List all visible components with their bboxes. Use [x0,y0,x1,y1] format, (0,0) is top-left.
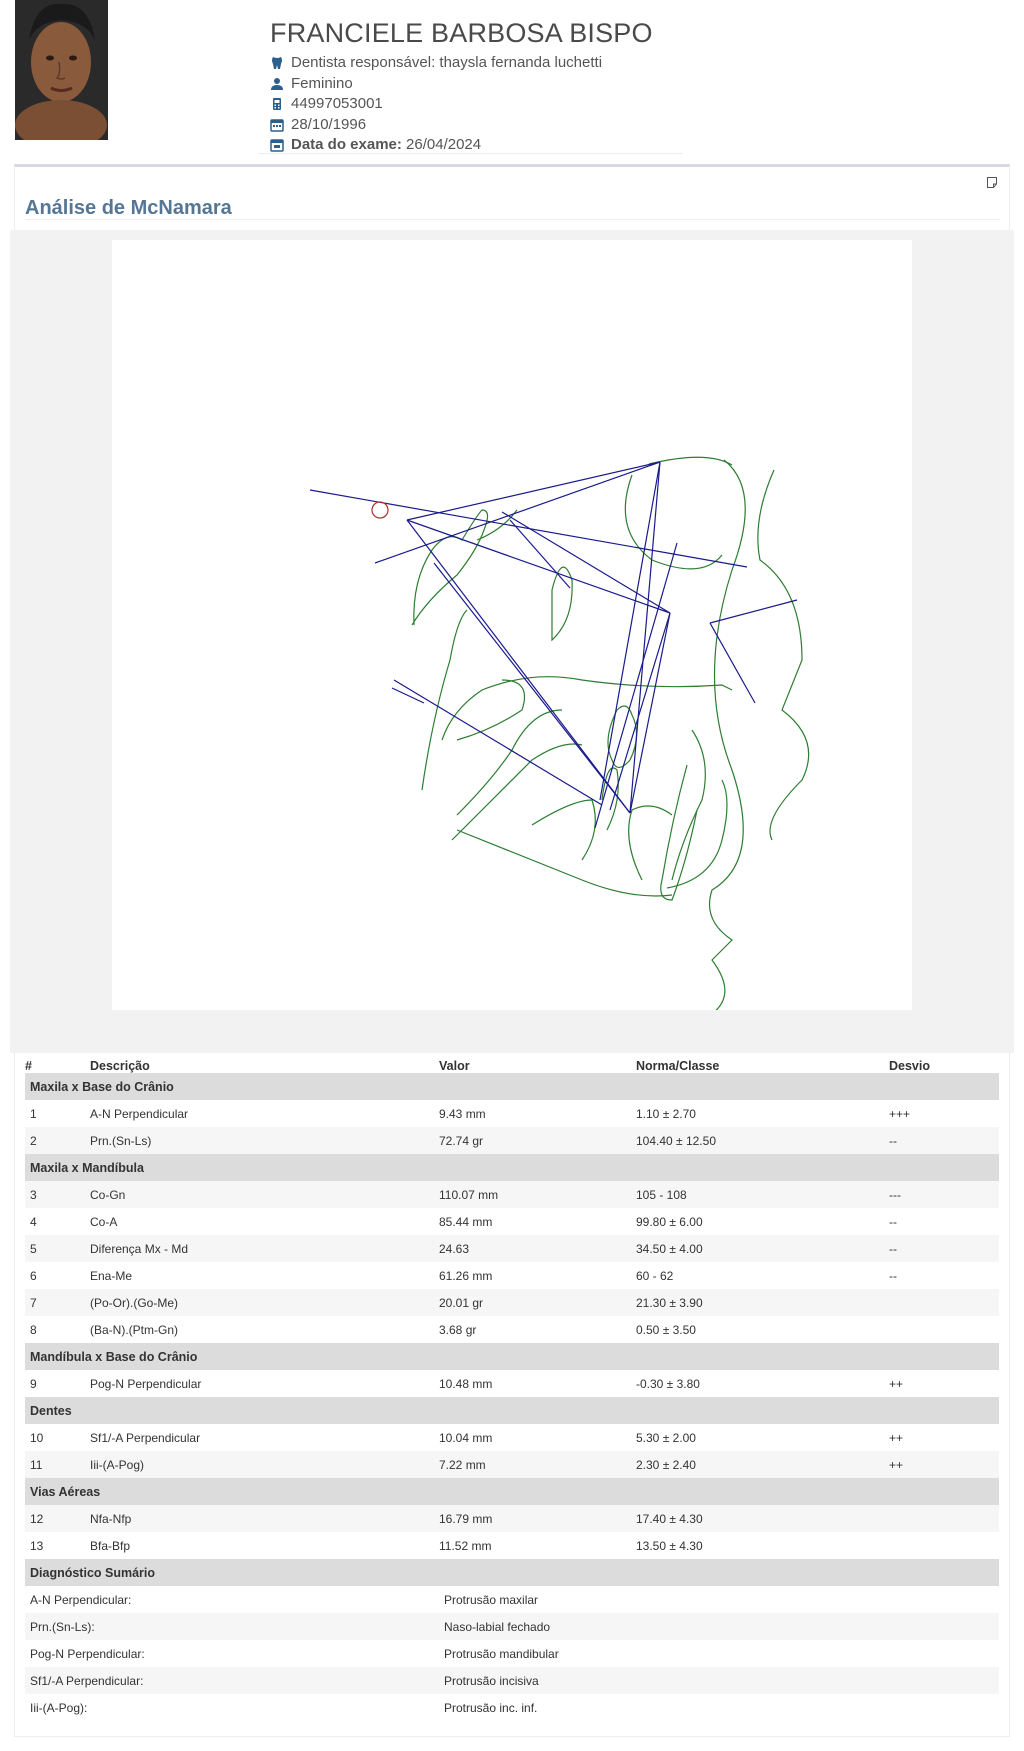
row-description: A-N Perpendicular [90,1106,189,1121]
row-norm: 21.30 ± 3.90 [636,1289,889,1316]
table-row [25,1262,999,1289]
row-number: 7 [25,1289,90,1316]
anatomy-tracing [412,457,809,1010]
diagnosis-value: Protrusão incisiva [439,1667,999,1694]
row-number: 4 [30,1214,37,1229]
row-number: 5 [25,1235,90,1262]
row-norm: 34.50 ± 4.00 [636,1235,889,1262]
row-value: 11.52 mm [439,1538,492,1553]
row-value: 9.43 mm [439,1106,486,1121]
row-norm: 17.40 ± 4.30 [636,1505,889,1532]
diagnosis-label: A-N Perpendicular: [30,1592,132,1607]
row-number: 2 [25,1127,90,1154]
patient-photo [15,0,108,140]
table-row [25,1424,999,1451]
diagnosis-label: Iii-(A-Pog): [30,1700,88,1715]
group-title: Dentes [25,1397,999,1424]
row-deviation [889,1532,999,1559]
table-row [25,1505,999,1532]
row-norm: 60 - 62 [636,1268,674,1283]
group-title: Maxila x Mandíbula [25,1154,999,1181]
row-number: 3 [25,1181,90,1208]
row-norm: 99.80 ± 6.00 [636,1214,703,1229]
col-number-header: # [25,1059,32,1073]
header-divider [258,153,683,154]
row-deviation: -- [889,1268,897,1283]
results-table [25,1055,999,1721]
row-value: 61.26 mm [439,1268,493,1283]
phone-line [270,94,653,115]
row-description: Co-Gn [90,1181,439,1208]
cephalometric-tracing [112,240,912,1010]
patient-header [270,18,653,156]
row-number: 12 [25,1505,90,1532]
row-value: 16.79 mm [439,1505,636,1532]
group-row [25,1397,999,1424]
row-norm: 104.40 ± 12.50 [636,1127,889,1154]
diagnosis-label: Pog-N Perpendicular: [30,1646,145,1661]
col-deviation-header: Desvio [889,1059,930,1073]
group-title: Maxila x Base do Crânio [25,1073,999,1100]
phone-icon [270,97,284,111]
row-value: 24.63 [439,1235,636,1262]
row-value: 10.04 mm [439,1430,493,1445]
patient-name: FRANCIELE BARBOSA BISPO [270,18,653,48]
table-row [25,1289,999,1316]
row-deviation: ++ [889,1430,904,1445]
user-icon [270,77,284,91]
row-number: 10 [30,1430,44,1445]
row-deviation [889,1316,999,1343]
row-norm: 5.30 ± 2.00 [636,1430,696,1445]
dentist-line [270,53,653,74]
row-description: Diferença Mx - Md [90,1235,439,1262]
row-deviation [889,1289,999,1316]
diagnosis-row [25,1640,999,1667]
diagnosis-row [25,1613,999,1640]
diagnosis-label: Prn.(Sn-Ls): [25,1613,439,1640]
row-deviation: -- [889,1214,897,1229]
col-description-header: Descrição [90,1059,150,1073]
row-description: Pog-N Perpendicular [90,1376,202,1391]
calendar-check-icon [270,138,284,152]
title-divider [25,219,1000,220]
row-norm: 0.50 ± 3.50 [636,1322,696,1337]
row-description: Co-A [90,1214,118,1229]
row-norm: -0.30 ± 3.80 [636,1376,700,1391]
table-row [25,1208,999,1235]
diagnosis-label: Sf1/-A Perpendicular: [25,1667,439,1694]
row-norm: 13.50 ± 4.30 [636,1538,703,1553]
diagnosis-value: Protrusão mandibular [444,1646,559,1661]
row-value: 7.22 mm [439,1451,636,1478]
row-value: 85.44 mm [439,1214,493,1229]
dentist-name: thaysla fernanda luchetti [439,54,603,71]
col-value-header: Valor [439,1059,470,1073]
row-number: 11 [25,1451,90,1478]
group-row [25,1343,999,1370]
birth-line [270,115,653,136]
analysis-title: Análise de McNamara [25,197,232,219]
group-row [25,1154,999,1181]
diagnosis-title: Diagnóstico Sumário [25,1559,999,1586]
row-number: 8 [30,1322,37,1337]
row-description: (Po-Or).(Go-Me) [90,1289,439,1316]
row-deviation: -- [889,1127,999,1154]
row-description: (Ba-N).(Ptm-Gn) [90,1322,178,1337]
gender-line [270,74,653,95]
table-row [25,1451,999,1478]
row-norm: 1.10 ± 2.70 [636,1106,696,1121]
diagnosis-value: Protrusão inc. inf. [444,1700,538,1715]
row-description: Sf1/-A Perpendicular [90,1430,201,1445]
gender-value: Feminino [291,74,353,92]
exam-date: 26/04/2024 [406,136,482,153]
table-row [25,1532,999,1559]
row-description: Bfa-Bfp [90,1538,131,1553]
row-deviation: ++ [889,1451,999,1478]
group-row [25,1478,999,1505]
table-header-row [25,1055,999,1073]
diagnosis-value: Protrusão maxilar [444,1592,539,1607]
row-deviation: -- [889,1235,999,1262]
row-description: Ena-Me [90,1268,133,1283]
table-row [25,1181,999,1208]
group-title: Mandíbula x Base do Crânio [25,1343,999,1370]
row-number: 9 [30,1376,37,1391]
row-value: 3.68 gr [439,1322,477,1337]
row-description: Prn.(Sn-Ls) [90,1127,439,1154]
phone-value: 44997053001 [291,95,383,112]
col-norm-header: Norma/Classe [636,1059,720,1073]
diagnosis-row [25,1694,999,1721]
dentist-label: Dentista responsável: [291,54,436,71]
table-row [25,1316,999,1343]
group-row [25,1559,999,1586]
row-description: Iii-(A-Pog) [90,1451,439,1478]
row-value: 10.48 mm [439,1376,493,1391]
row-deviation: +++ [889,1106,911,1121]
row-description: Nfa-Nfp [90,1505,439,1532]
table-row [25,1370,999,1397]
table-row [25,1235,999,1262]
tooth-icon [270,56,284,70]
diagnosis-value: Naso-labial fechado [439,1613,999,1640]
diagnosis-row [25,1667,999,1694]
calendar-icon [270,118,284,132]
row-number: 1 [30,1106,37,1121]
note-icon[interactable] [987,175,997,186]
birth-date: 28/10/1996 [291,115,367,133]
row-value: 110.07 mm [439,1181,636,1208]
row-value: 72.74 gr [439,1127,636,1154]
row-norm: 2.30 ± 2.40 [636,1451,889,1478]
row-deviation: --- [889,1181,999,1208]
exam-label: Data do exame: [291,136,402,153]
table-row [25,1100,999,1127]
row-value: 20.01 gr [439,1289,636,1316]
diagnosis-row [25,1586,999,1613]
group-row [25,1073,999,1100]
row-number: 6 [30,1268,37,1283]
landmark-marker [372,502,388,518]
table-row [25,1127,999,1154]
group-title: Vias Aéreas [25,1478,999,1505]
row-deviation [889,1505,999,1532]
row-norm: 105 - 108 [636,1181,889,1208]
row-number: 13 [30,1538,44,1553]
row-deviation: ++ [889,1376,904,1391]
